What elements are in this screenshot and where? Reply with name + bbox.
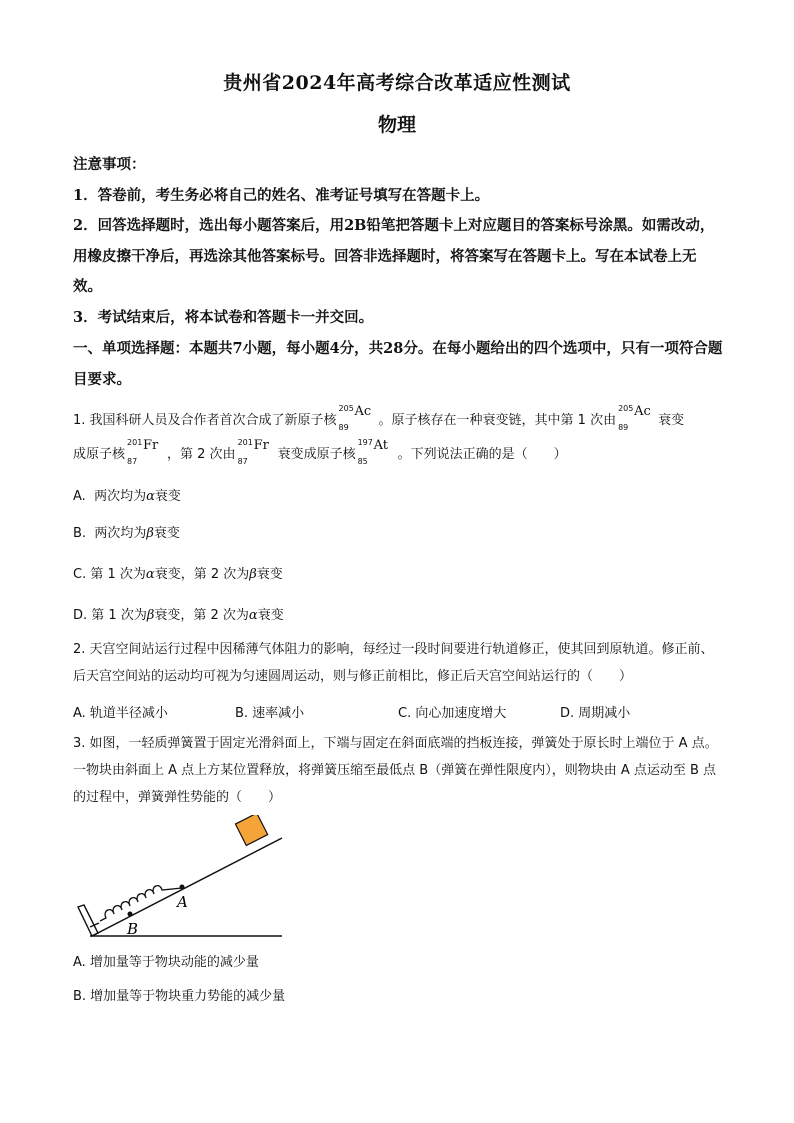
q1-option-d[interactable]: D. 第 1 次为β衰变，第 2 次为α衰变 bbox=[73, 608, 284, 623]
question-1-line-1: 1. 我国科研人员及合作者首次合成了新原子核 205 89 Ac 。原子核存在一种衰变链，其中第 1 次由 205 89 Ac 衰变 bbox=[73, 404, 685, 432]
q2-option-b[interactable]: B. 速率减小 bbox=[235, 706, 305, 721]
q2-option-a[interactable]: A. 轨道半径减小 bbox=[73, 706, 168, 721]
q1-option-b[interactable]: B. 两次均为β衰变 bbox=[73, 526, 180, 541]
q2-option-d[interactable]: D. 周期减小 bbox=[560, 706, 631, 721]
nuclide-fr: 201 87 Fr bbox=[127, 438, 159, 466]
notes-item-1: 1．答卷前，考生务必将自己的姓名、准考证号填写在答题卡上。 bbox=[73, 186, 490, 204]
notes-heading: 注意事项： bbox=[73, 156, 146, 173]
q1-option-c[interactable]: C. 第 1 次为α衰变，第 2 次为β衰变 bbox=[73, 567, 283, 582]
q3-option-a[interactable]: A. 增加量等于物块动能的减少量 bbox=[73, 955, 259, 970]
question-3 bbox=[73, 730, 725, 811]
q3-option-b[interactable]: B. 增加量等于物块重力势能的减少量 bbox=[73, 989, 286, 1004]
nuclide-fr-2: 201 87 Fr bbox=[237, 438, 269, 466]
baffle-plate bbox=[78, 905, 98, 936]
incline-line bbox=[92, 838, 282, 936]
point-a-label: A bbox=[177, 893, 188, 911]
question-2-text: 2. 天宫空间站运行过程中因稀薄气体阻力的影响，每经过一段时间要进行轨道修正，使其回到原轨道。修正前、后天宫空间站的运动均可视为匀速圆周运动，则与修正前相比，修正后天宫空间站运行的（ ） bbox=[73, 642, 714, 684]
question-2 bbox=[73, 636, 725, 690]
spring bbox=[100, 886, 182, 921]
q2-option-c[interactable]: C. 向心加速度增大 bbox=[398, 706, 507, 721]
exam-subject: 物理 bbox=[377, 114, 416, 136]
section-1-heading: 一、单项选择题：本题共7小题，每小题4分，共28分。在每小题给出的四个选项中，只有一项符合题目要求。 bbox=[73, 340, 723, 388]
incline-spring-diagram bbox=[70, 815, 290, 945]
q1-option-a[interactable]: A. 两次均为α衰变 bbox=[73, 489, 181, 504]
nuclide-ac: 205 89 Ac bbox=[338, 404, 372, 432]
notes-item-3: 3．考试结束后，将本试卷和答题卡一并交回。 bbox=[73, 308, 374, 326]
point-b-dot bbox=[128, 912, 133, 917]
point-a-dot bbox=[180, 885, 185, 890]
nuclide-at: 197 85 At bbox=[357, 438, 388, 466]
question-3-text: 3. 如图，一轻质弹簧置于固定光滑斜面上，下端与固定在斜面底端的挡板连接，弹簧处于原长时上端位于 A 点。一物块由斜面上 A 点上方某位置释放，将弹簧压缩至最低点 B（弹簧在弹性限度内），则物块由 A 点运动至 B 点的过程中，弹簧弹性势能的（ ） bbox=[73, 736, 718, 805]
notes-block bbox=[73, 150, 723, 333]
question-1-line-2: 成原子核 201 87 Fr ，第 2 次由 201 87 Fr 衰变成原子核 197 85 At 。下列说法正确的是（ ） bbox=[73, 438, 567, 466]
question-1 bbox=[73, 404, 725, 468]
notes-item-2: 2．回答选择题时，选出每小题答案后，用2B铅笔把答题卡上对应题目的答案标号涂黑。如需改动，用橡皮擦干净后，再选涂其他答案标号。回答非选择题时，将答案写在答题卡上。写在本试卷上无效。 bbox=[73, 217, 715, 295]
exam-title: 贵州省2024年高考综合改革适应性测试 bbox=[223, 72, 571, 94]
block bbox=[235, 815, 267, 845]
point-b-label: B bbox=[127, 920, 139, 938]
nuclide-ac-2: 205 89 Ac bbox=[618, 404, 651, 432]
